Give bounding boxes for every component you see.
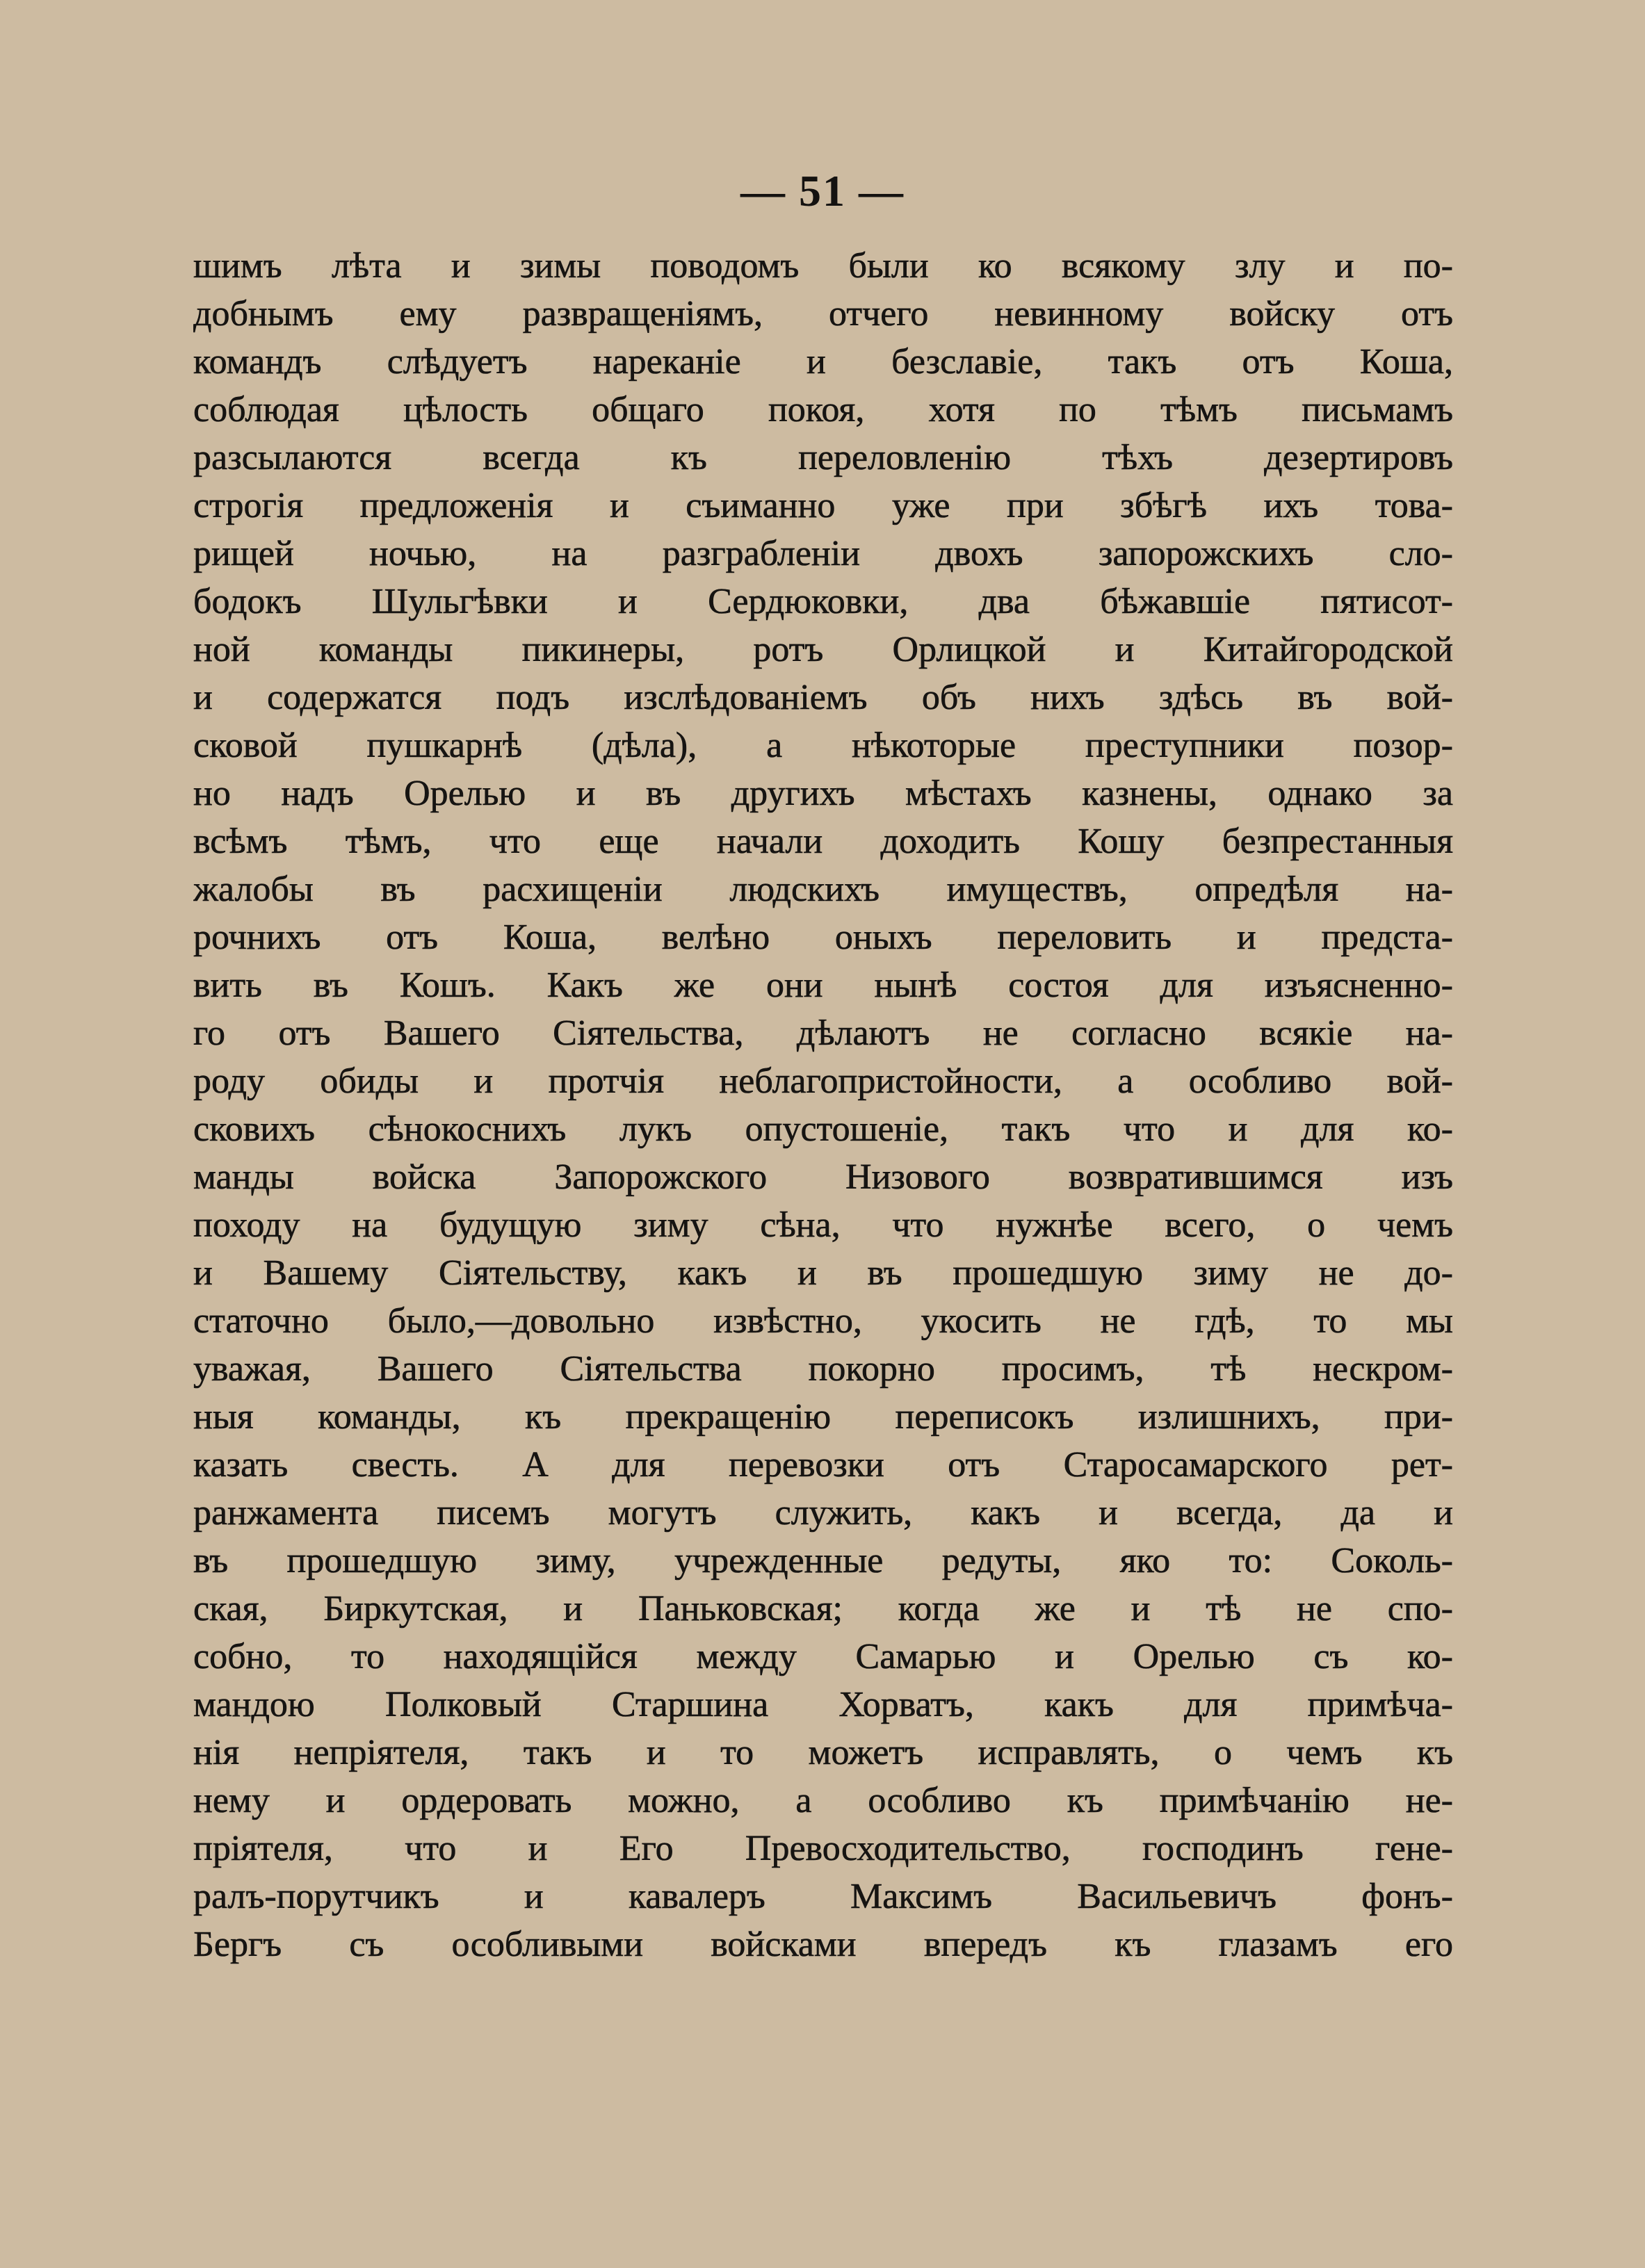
- text-line: ной команды пикинеры, ротъ Орлицкой и Китайгородской: [193, 630, 1453, 669]
- text-line: статочно было,—довольно извѣстно, укосить не гдѣ, то мы: [193, 1301, 1453, 1341]
- text-line: всѣмъ тѣмъ, что еще начали доходить Кошу безпрестанныя: [193, 822, 1453, 861]
- page-number: — 51 —: [740, 166, 905, 215]
- text-line: пріятеля, что и Его Превосходительство, господинъ гене-: [193, 1829, 1453, 1868]
- text-line: командъ слѣдуетъ нареканіе и безславіе, такъ отъ Коша,: [193, 342, 1453, 382]
- text-line: бодокъ Шульгѣвки и Сердюковки, два бѣжавшіе пятисот-: [193, 582, 1453, 621]
- text-line: ранжамента писемъ могутъ служить, какъ и всегда, да и: [193, 1493, 1453, 1533]
- text-line: Бергъ съ особливыми войсками впередъ къ глазамъ его: [193, 1925, 1453, 1964]
- text-line: добнымъ ему развращеніямъ, отчего невинному войску отъ: [193, 294, 1453, 334]
- text-line: въ прошедшую зиму, учрежденные редуты, яко то: Соколь-: [193, 1541, 1453, 1581]
- text-line: и содержатся подъ изслѣдованіемъ объ нихъ здѣсь въ вой-: [193, 678, 1453, 717]
- text-line: собно, то находящійся между Самарью и Орелью съ ко-: [193, 1637, 1453, 1676]
- text-line: рочнихъ отъ Коша, велѣно оныхъ переловить и предста-: [193, 917, 1453, 957]
- text-line: но надъ Орелью и въ другихъ мѣстахъ казнены, однако за: [193, 774, 1453, 813]
- text-line: строгія предложенія и съиманно уже при збѣгѣ ихъ това-: [193, 486, 1453, 525]
- text-line: казать свесть. А для перевозки отъ Старосамарского рет-: [193, 1445, 1453, 1485]
- text-line: ская, Биркутская, и Паньковская; когда же и тѣ не спо-: [193, 1589, 1453, 1629]
- text-line: вить въ Кошъ. Какъ же они нынѣ состоя для изъясненно-: [193, 965, 1453, 1005]
- text-line: сковихъ сѣнокоснихъ лукъ опустошеніе, такъ что и для ко-: [193, 1109, 1453, 1149]
- text-line: нія непріятеля, такъ и то можетъ исправлять, о чемъ къ: [193, 1733, 1453, 1772]
- text-line: мандою Полковый Старшина Хорватъ, какъ для примѣча-: [193, 1685, 1453, 1724]
- text-line: походу на будущую зиму сѣна, что нужнѣе всего, о чемъ: [193, 1205, 1453, 1245]
- text-line: манды войска Запорожского Низового возвратившимся изъ: [193, 1157, 1453, 1197]
- text-line: ныя команды, къ прекращенію переписокъ излишнихъ, при-: [193, 1397, 1453, 1437]
- text-line: шимъ лѣта и зимы поводомъ были ко всякому злу и по-: [193, 246, 1453, 286]
- text-line: соблюдая цѣлость общаго покоя, хотя по тѣмъ письмамъ: [193, 390, 1453, 430]
- text-line: разсылаются всегда къ переловленію тѣхъ дезертировъ: [193, 438, 1453, 478]
- text-line: сковой пушкарнѣ (дѣла), а нѣкоторые преступники позор-: [193, 726, 1453, 765]
- text-line: го отъ Вашего Сіятельства, дѣлаютъ не согласно всякіе на-: [193, 1013, 1453, 1053]
- text-line: роду обиды и протчія неблагопристойности, а особливо вой-: [193, 1061, 1453, 1101]
- text-line: нему и ордеровать можно, а особливо къ примѣчанію не-: [193, 1781, 1453, 1820]
- text-line: рищей ночью, на разграбленіи двохъ запорожскихъ сло-: [193, 534, 1453, 573]
- text-line: жалобы въ расхищеніи людскихъ имуществъ, опредѣля на-: [193, 870, 1453, 909]
- text-line: ралъ-порутчикъ и кавалеръ Максимъ Васильевичъ фонъ-: [193, 1877, 1453, 1916]
- text-line: уважая, Вашего Сіятельства покорно просимъ, тѣ нескром-: [193, 1349, 1453, 1389]
- text-line: и Вашему Сіятельству, какъ и въ прошедшую зиму не до-: [193, 1253, 1453, 1293]
- body-text: [193, 242, 1453, 1968]
